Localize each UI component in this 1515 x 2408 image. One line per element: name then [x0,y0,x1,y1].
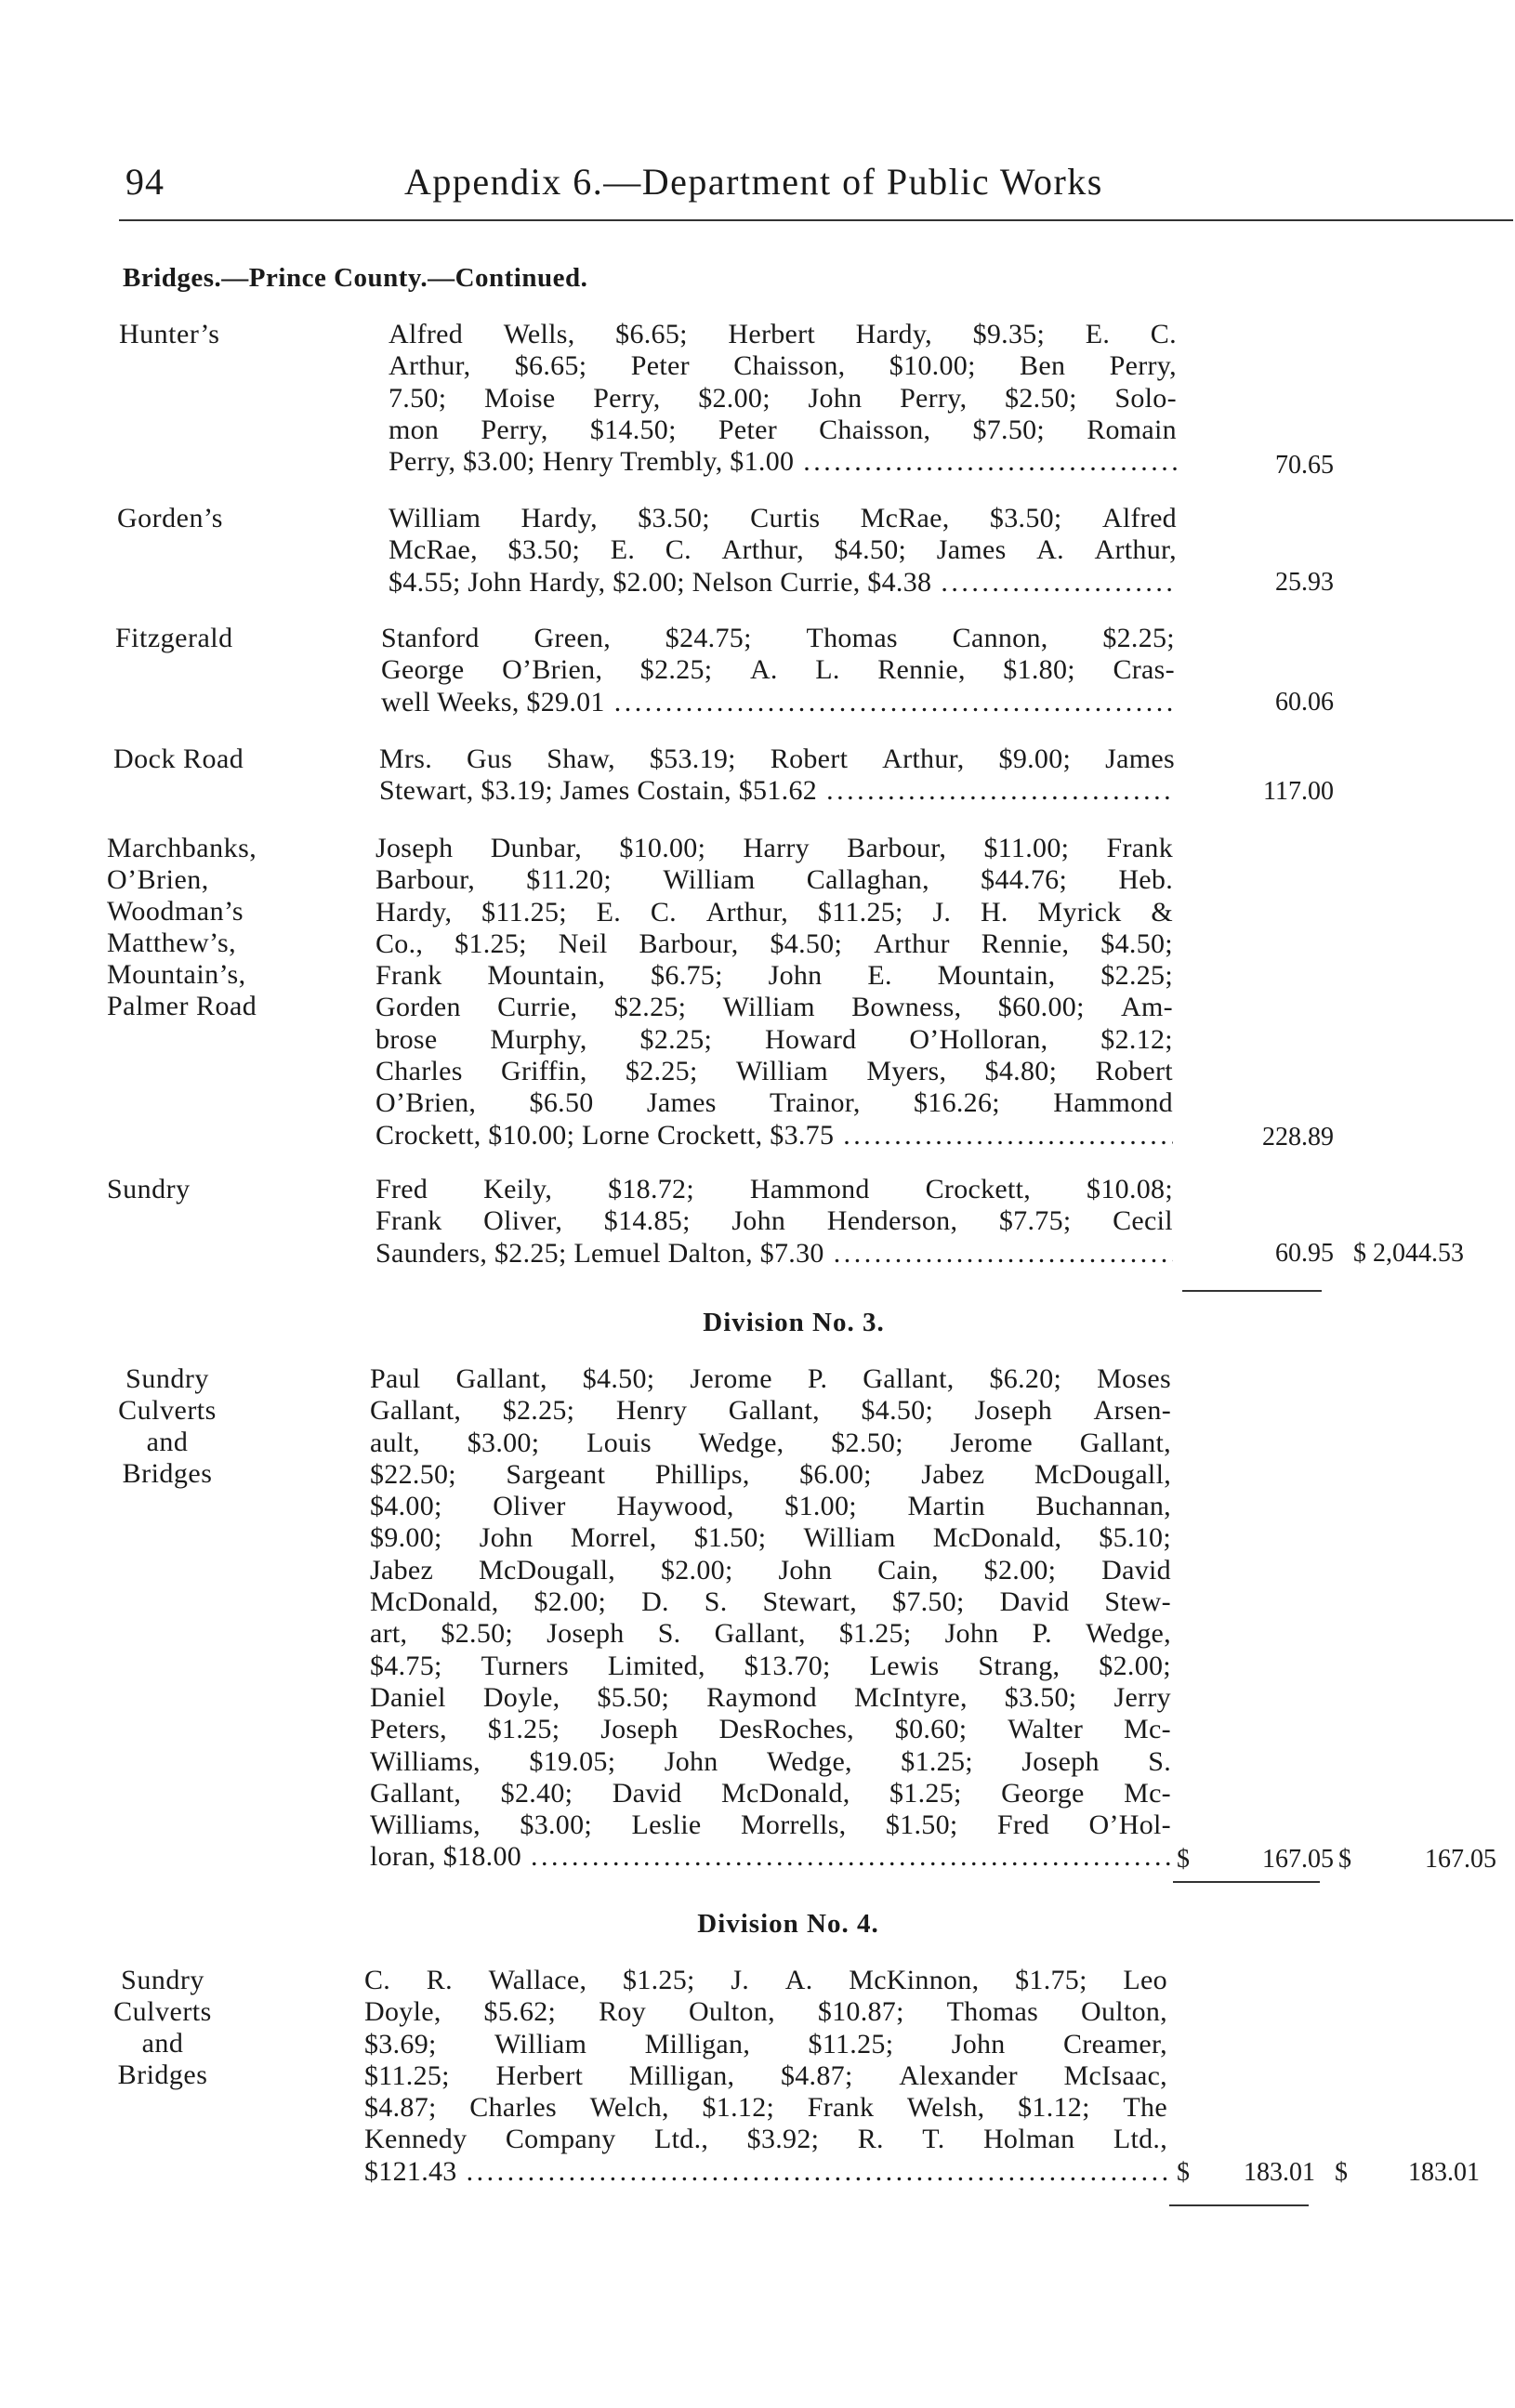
entry-amount: 117.00 [1263,777,1334,806]
dollar-sign: $ [1335,2158,1348,2187]
entry-description: C. R. Wallace, $1.25; J. A. McKinnon, $1.75; Leo Doyle, $5.62; Roy Oulton, $10.87; Thomas Oulton, $3.69; William Milligan, $11.25; John Creamer, $11.25; Herbert Milligan, $4.87; Alexander McIsaac, $4.87; Charles Welch, $1.12; Frank Welsh, $1.12; The Kennedy Company Ltd., $3.92; R. T. Holman Ltd., $121.43 . . . [364,1965,1167,2188]
entry-location: Marchbanks, O’Brien, Woodman’s Matthew’s, Mountain’s, Palmer Road [107,833,257,1021]
division-total: 183.01 [1408,2158,1480,2187]
entry-amount: 25.93 [1275,568,1334,597]
entry-location: Hunter’s [119,319,220,349]
entry-amount: 228.89 [1262,1123,1334,1151]
entry-description: William Hardy, $3.50; Curtis McRae, $3.50; Alfred McRae, $3.50; E. C. Arthur, $4.50; James A. Arthur, $4.55; John Hardy, $2.00; Nelson Currie, $4.38 . . . [389,503,1177,599]
entry-description: Stanford Green, $24.75; Thomas Cannon, $2.25; George O’Brien, $2.25; A. L. Rennie, $1.80; Cras- well Weeks, $29.01 . . . [381,623,1175,718]
page-title: Appendix 6.—Department of Public Works [404,161,1103,203]
entry-amount: 167.05 [1262,1845,1334,1874]
entry-amount: 183.01 [1244,2158,1315,2187]
entry-description: Joseph Dunbar, $10.00; Harry Barbour, $11.00; Frank Barbour, $11.20; William Callaghan, $44.76; Heb. Hardy, $11.25; E. C. Arthur, $11.25; J. H. Myrick & Co., $1.25; Neil Barbour, $4.50; Arthur Rennie, $4.50; Frank Mountain, $6.75; John E. Mountain, $2.25; Gorden Currie, $2.25; William Bowness, $60.00; Am- brose Murphy, $2.25; Howard O’Holloran, $2.12; Charles Griffin, $2.25; William Myers, $4.80; Robert O’Brien, $6.50 James Trainor, $16.26; Hammond Crockett, $10.00; Lorne Crockett, $3.75 . . . [375,833,1173,1151]
division-total: 167.05 [1425,1845,1496,1874]
division-3-title: Division No. 3. [703,1308,885,1337]
entry-location: Gorden’s [117,503,223,533]
page-header [125,160,1515,216]
header-rule [119,219,1513,221]
entry-description: Alfred Wells, $6.65; Herbert Hardy, $9.35; E. C. Arthur, $6.65; Peter Chaisson, $10.00; Ben Perry, 7.50; Moise Perry, $2.00; John Perry, $2.50; Solo- mon Perry, $14.50; Peter Chaisson, $7.50; Romain Perry, $3.00; Henry Trembly, $1.00 . . . [389,319,1177,478]
entry-location: Fitzgerald [115,623,233,653]
page-number: 94 [125,161,165,203]
section-title: Bridges.—Prince County.—Continued. [123,263,588,293]
entry-location: Sundry [107,1174,191,1204]
division-4-title: Division No. 4. [697,1909,879,1939]
subtotal-rule [1182,1290,1322,1292]
entry-description: Paul Gallant, $4.50; Jerome P. Gallant, $6.20; Moses Gallant, $2.25; Henry Gallant, $4.50; Joseph Arsen- ault, $3.00; Louis Wedge, $2.50; Jerome Gallant, $22.50; Sargeant Phillips, $6.00; Jabez McDougall, $4.00; Oliver Haywood, $1.00; Martin Buchannan, $9.00; John Morrel, $1.50; William McDonald, $5.10; Jabez McDougall, $2.00; John Cain, $2.00; David McDonald, $2.00; D. S. Stewart, $7.50; David Stew- art, $2.50; Joseph S. Gallant, $1.25; John P. Wedge, $4.75; Turners Limited, $13.70; Lewis Strang, $2.00; Daniel Doyle, $5.50; Raymond McIntyre, $3.50; Jerry Peters, $1.25; Joseph DesRoches, $0.60; Walter Mc- Williams, $19.05; John Wedge, $1.25; Joseph S. Gallant, $2.40; David McDonald, $1.25; George Mc- Williams, $3.00; Leslie Morrells, $1.50; Fred O’Hol- loran, $18.00 . . . [370,1363,1171,1874]
county-total: $ 2,044.53 [1353,1239,1464,1268]
entry-description: Mrs. Gus Shaw, $53.19; Robert Arthur, $9.00; James Stewart, $3.19; James Costain, $51.62 . . . [379,743,1175,808]
entry-amount: 60.95 [1275,1239,1334,1268]
entry-amount: 70.65 [1275,451,1334,480]
entry-location: Sundry Culverts and Bridges [118,1363,217,1489]
dollar-sign: $ [1338,1845,1351,1874]
entry-location: Sundry Culverts and Bridges [113,1965,212,2090]
subtotal-rule [1169,2204,1309,2206]
entry-description: Fred Keily, $18.72; Hammond Crockett, $10.08; Frank Oliver, $14.85; John Henderson, $7.75; Cecil Saunders, $2.25; Lemuel Dalton, $7.30 . . . [375,1174,1173,1270]
entry-amount: 60.06 [1275,688,1334,717]
dollar-sign: $ [1177,1845,1190,1874]
subtotal-rule [1173,1881,1320,1883]
dollar-sign: $ [1177,2158,1190,2187]
entry-location: Dock Road [113,743,244,774]
